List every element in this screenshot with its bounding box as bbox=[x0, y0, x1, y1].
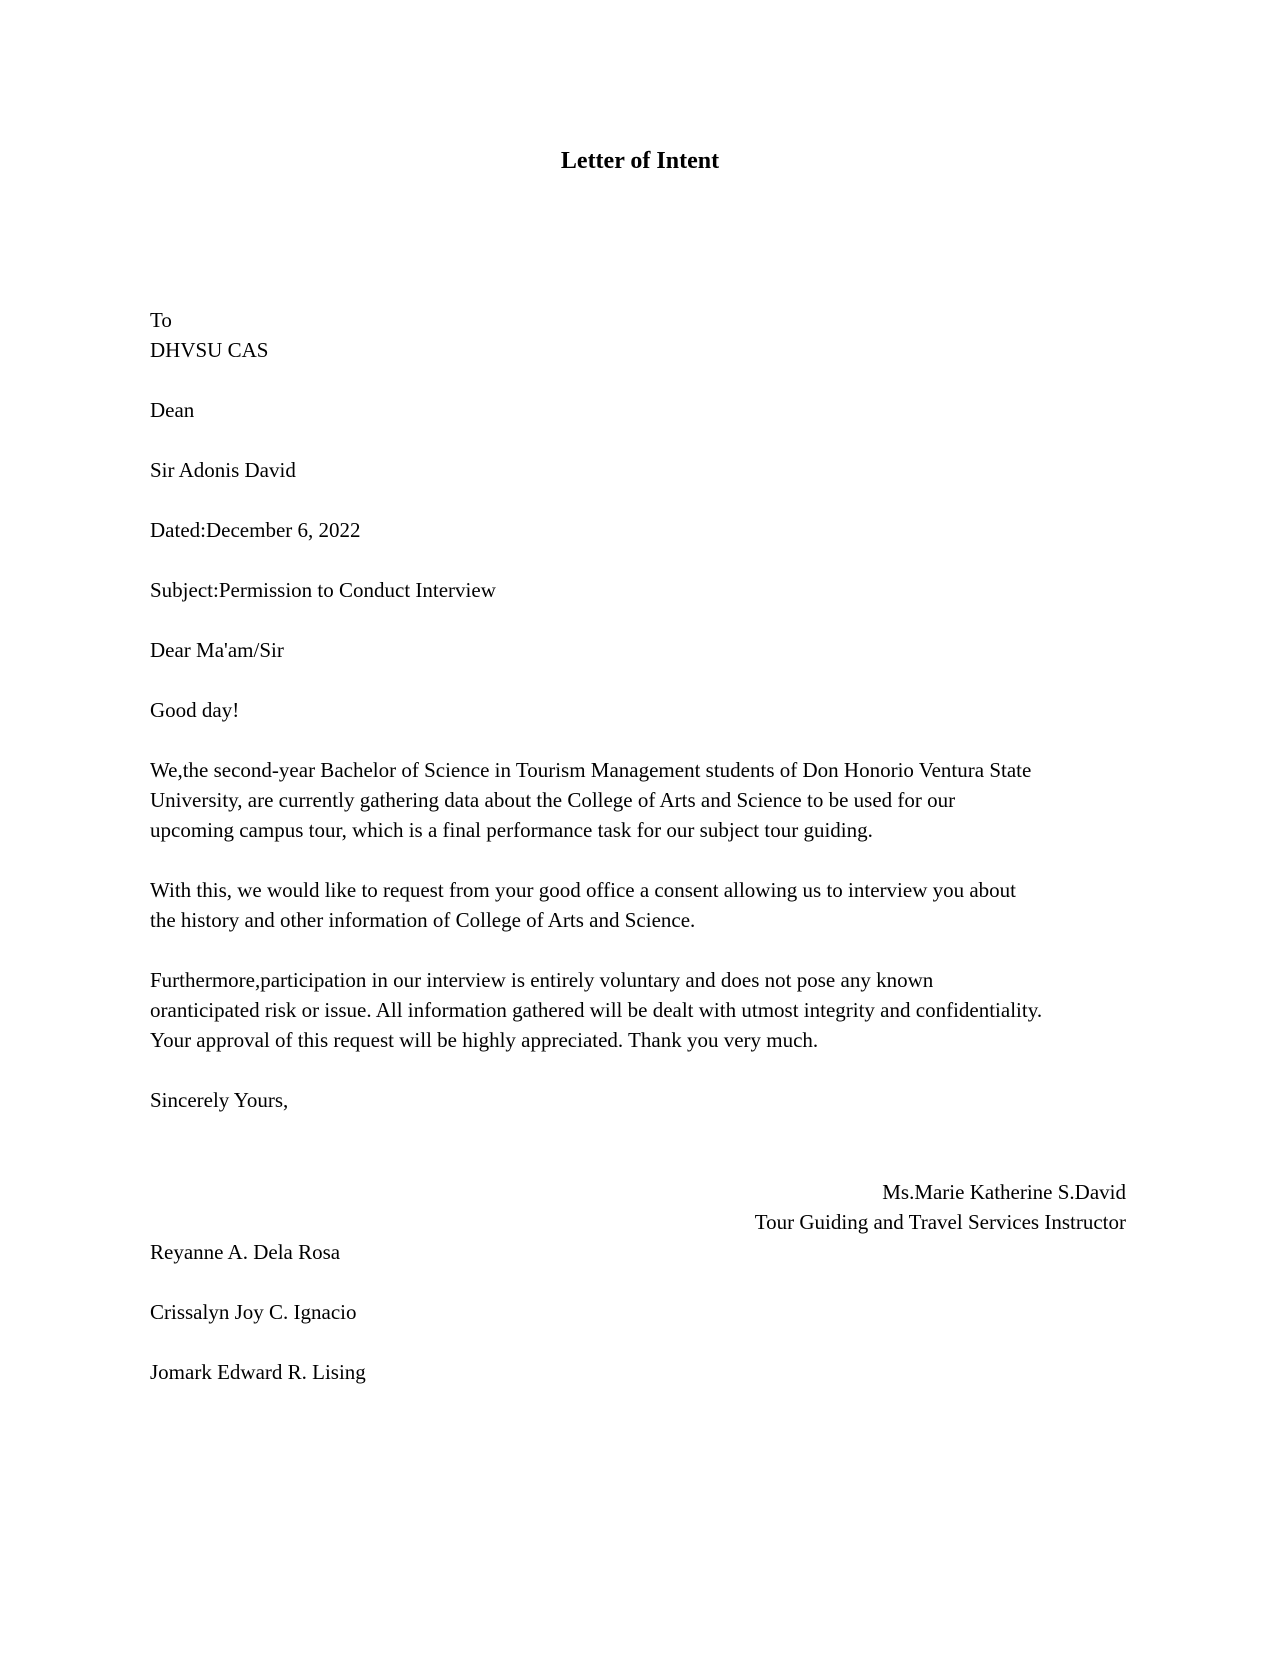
signatory-3: Jomark Edward R. Lising bbox=[150, 1360, 366, 1384]
recipient-position: Dean bbox=[150, 398, 195, 422]
paragraph-line: oranticipated risk or issue. All information gathered will be dealt with utmost integrity and confidentiality. bbox=[150, 998, 1043, 1022]
signatory-2: Crissalyn Joy C. Ignacio bbox=[150, 1300, 357, 1324]
paragraph-line: University, are currently gathering data about the College of Arts and Science to be used for our bbox=[150, 788, 956, 812]
body-paragraph-1 bbox=[150, 755, 1130, 845]
paragraph-line: Your approval of this request will be highly appreciated. Thank you very much. bbox=[150, 1028, 819, 1052]
date-line: Dated:December 6, 2022 bbox=[150, 518, 361, 542]
signatory-1: Reyanne A. Dela Rosa bbox=[150, 1240, 341, 1264]
paragraph-line: the history and other information of College of Arts and Science. bbox=[150, 908, 696, 932]
recipient-office: DHVSU CAS bbox=[150, 338, 269, 362]
instructor-name: Ms.Marie Katherine S.David bbox=[882, 1180, 1126, 1204]
greeting: Good day! bbox=[150, 698, 240, 722]
page-title: Letter of Intent bbox=[560, 148, 720, 174]
instructor-title: Tour Guiding and Travel Services Instructor bbox=[754, 1210, 1126, 1234]
body-paragraph-2 bbox=[150, 875, 1130, 935]
salutation: Dear Ma'am/Sir bbox=[150, 638, 284, 662]
recipient-to: To bbox=[150, 308, 172, 332]
subject-line: Subject:Permission to Conduct Interview bbox=[150, 578, 496, 602]
recipient-name: Sir Adonis David bbox=[150, 458, 296, 482]
paragraph-line: Furthermore,participation in our interview is entirely voluntary and does not pose any known bbox=[150, 968, 934, 992]
body-paragraph-3 bbox=[150, 965, 1130, 1055]
paragraph-line: With this, we would like to request from your good office a consent allowing us to interview you about bbox=[150, 878, 1017, 902]
paragraph-line: We,the second-year Bachelor of Science in Tourism Management students of Don Honorio Ventura State bbox=[150, 758, 1032, 782]
closing: Sincerely Yours, bbox=[150, 1088, 289, 1112]
paragraph-line: upcoming campus tour, which is a final performance task for our subject tour guiding. bbox=[150, 818, 873, 842]
